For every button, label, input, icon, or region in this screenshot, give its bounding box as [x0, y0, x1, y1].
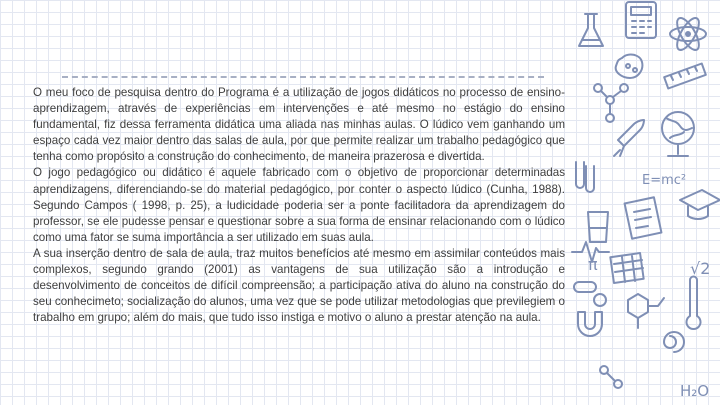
globe-icon — [662, 112, 694, 156]
paragraph-3: A sua inserção dentro de sala de aula, traz muitos benefícios até mesmo em assimilar conteúdos mais complexos, segundo grando (2001) as vantagens de sua utilização são a introdução e desenvolvimento de conceitos de difícil compreensão; a participação ativa do aluno na construção do seu conhecimeto; socialização do alunos, uma vez que se pode utilizar metodologias que previlegiem o trabalho em grupo; além do mais, que tudo isso instiga e motivo o aluno a prestar atenção na aula. — [33, 246, 565, 325]
formula-water: H₂O — [680, 382, 710, 400]
notebook-icon — [625, 197, 662, 238]
magnet-icon — [578, 312, 602, 336]
flask-icon — [579, 14, 603, 46]
spiral-icon — [664, 332, 684, 352]
calculator-icon — [626, 2, 656, 38]
decorative-dashed-line — [62, 76, 544, 78]
body-text — [33, 85, 565, 326]
beaker-icon — [588, 212, 608, 242]
science-doodles-svg — [570, 0, 720, 405]
science-doodles-panel — [570, 0, 720, 405]
atom-icon — [670, 15, 706, 53]
formula-energy: E=mc² — [642, 173, 687, 188]
bottom-molecule-icon — [600, 366, 622, 388]
paragraph-2: O jogo pedagógico ou didático é aquele fabricado com o objetivo de proporcionar determinadas aprendizagens, diferenciando-se do material pedagógico, por conter o aspecto lúdico (Cunha, 1988). Segundo Campos ( 1998, p. 25), a ludicidade poderia ser a ponte facilitadora da aprendizagem do professor, se ele pudesse pensar e questionar sobre a sua forma de ensinar relacionando com o lúdico como uma fator se suma importância a ser utilizado em suas aula. — [33, 166, 565, 244]
formula-pi: π — [588, 255, 598, 274]
rocket-icon — [614, 120, 644, 156]
test-tubes-icon — [576, 162, 594, 192]
paragraph-1: O meu foco de pesquisa dentro do Programa é a utilização de jogos didáticos no processo de ensino-aprendizagem, através de experiências em intervenções e até mesmo no estágio do ensino fundamental, fiz dessa ferramenta didática uma aliada nas minhas aulas. O lúdico vem ganhando um espaço cada vez maior dentro das salas de aula, por que permite realizar um trabalho pedagógico que tenha como propósito a construção do conhecimento, de maneira prazerosa e divertida. — [33, 86, 565, 164]
ruler-icon — [664, 64, 706, 89]
hexagon-molecule-icon — [628, 294, 664, 328]
thermometer-icon — [687, 277, 701, 330]
pills-icon — [574, 282, 606, 306]
formula-sqrt: √2 — [690, 259, 711, 278]
bacteria-icon — [616, 55, 643, 78]
table-grid-icon — [610, 253, 643, 283]
graduation-cap-icon — [680, 190, 720, 219]
molecule-icon — [594, 84, 628, 122]
